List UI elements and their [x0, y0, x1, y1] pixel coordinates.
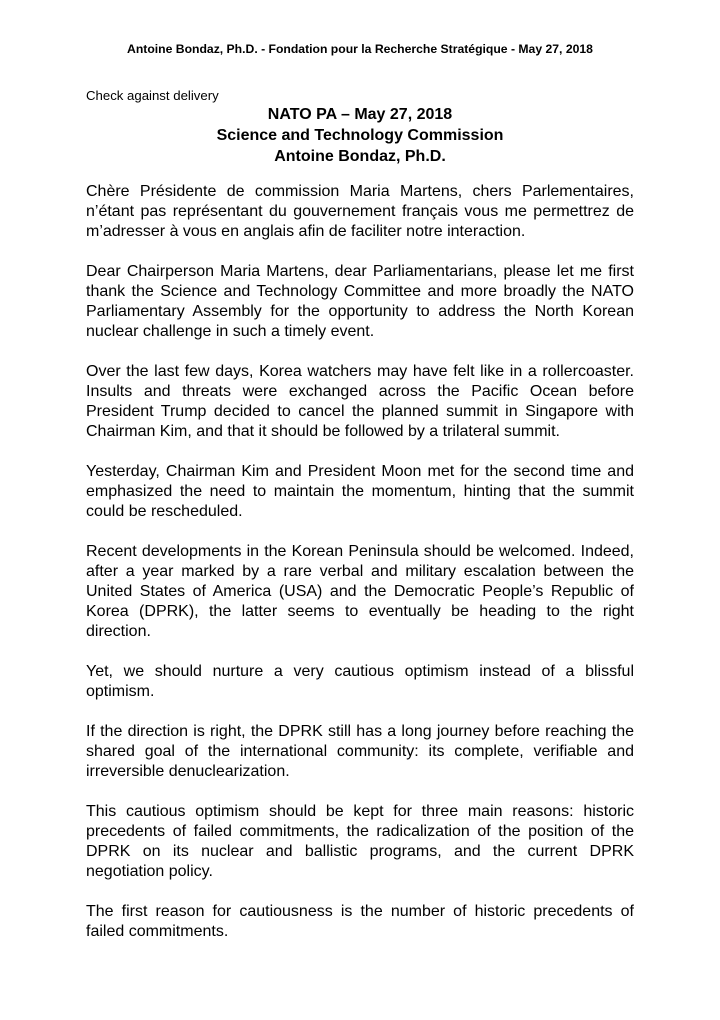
title-line-commission: Science and Technology Commission	[216, 127, 504, 144]
running-header: Antoine Bondaz, Ph.D. - Fondation pour la Recherche Stratégique - May 27, 2018	[127, 42, 593, 56]
paragraph: Yet, we should nurture a very cautious optimism instead of a blissful optimism.	[86, 663, 634, 700]
body-text	[86, 182, 634, 962]
paragraph: This cautious optimism should be kept for three main reasons: historic precedents of failed commitments, the radicalization of the position of the DPRK on its nuclear and ballistic programs, and the current DPRK negotiation policy.	[86, 803, 634, 880]
paragraph: The first reason for cautiousness is the number of historic precedents of failed commitments.	[86, 903, 634, 940]
paragraph: Yesterday, Chairman Kim and President Moon met for the second time and emphasized the need to maintain the momentum, hinting that the summit could be rescheduled.	[86, 463, 634, 520]
delivery-note: Check against delivery	[86, 88, 219, 103]
title-line-event: NATO PA – May 27, 2018	[267, 106, 453, 123]
title-line-author: Antoine Bondaz, Ph.D.	[274, 148, 446, 165]
paragraph: Over the last few days, Korea watchers may have felt like in a rollercoaster. Insults and threats were exchanged across the Pacific Ocean before President Trump decided to cancel the planned summit in Singapore with Chairman Kim, and that it should be followed by a trilateral summit.	[86, 363, 634, 440]
title-block	[0, 104, 720, 167]
paragraph: Chère Présidente de commission Maria Martens, chers Parlementaires, n’étant pas représentant du gouvernement français vous me permettrez de m’adresser à vous en anglais afin de faciliter notre interaction.	[86, 183, 634, 240]
paragraph: Dear Chairperson Maria Martens, dear Parliamentarians, please let me first thank the Science and Technology Committee and more broadly the NATO Parliamentary Assembly for the opportunity to address the North Korean nuclear challenge in such a timely event.	[86, 263, 634, 340]
paragraph: If the direction is right, the DPRK still has a long journey before reaching the shared goal of the international community: its complete, verifiable and irreversible denuclearization.	[86, 723, 634, 780]
paragraph: Recent developments in the Korean Peninsula should be welcomed. Indeed, after a year marked by a rare verbal and military escalation between the United States of America (USA) and the Democratic People’s Republic of Korea (DPRK), the latter seems to eventually be heading to the right direction.	[86, 543, 634, 640]
